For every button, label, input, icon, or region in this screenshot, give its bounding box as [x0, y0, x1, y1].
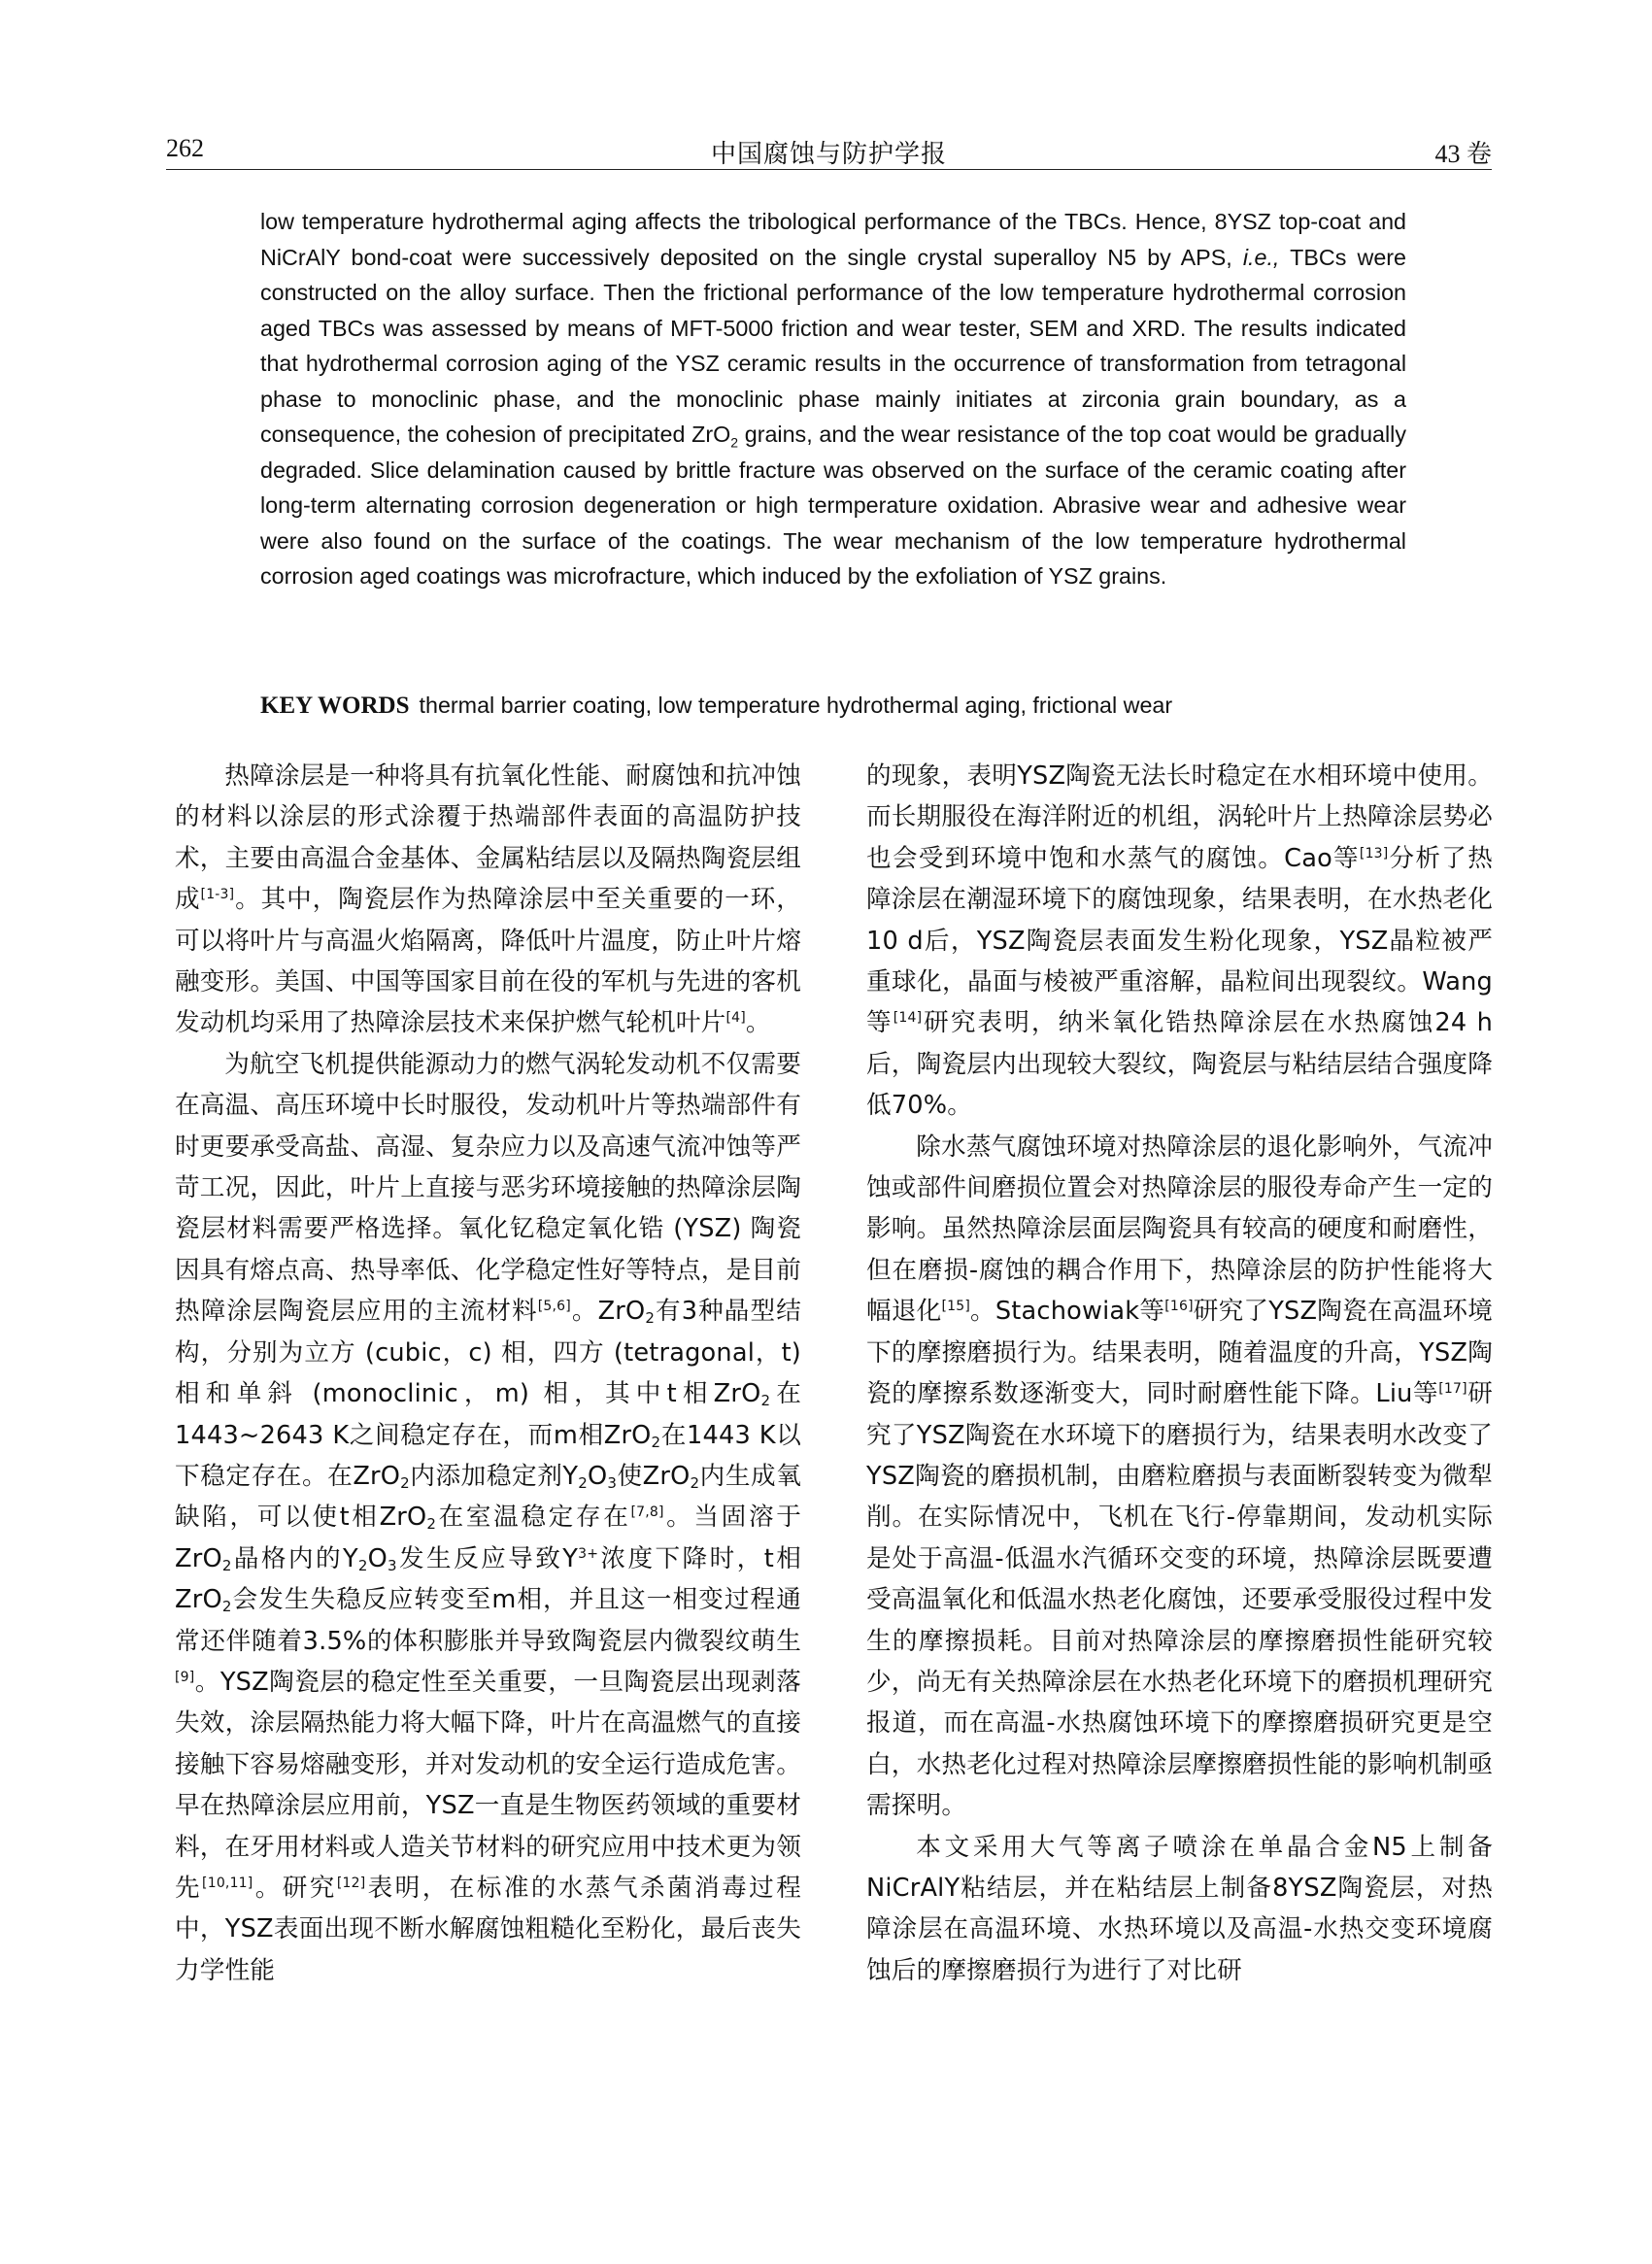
paragraph: 热障涂层是一种将具有抗氧化性能、耐腐蚀和抗冲蚀的材料以涂层的形式涂覆于热端部件表面的高温防护技术，主要由高温合金基体、金属粘结层以及隔热陶瓷层组成[1-3]。其中，陶瓷层作为热障涂层中至关重要的一环，可以将叶片与高温火焰隔离，降低叶片温度，防止叶片熔融变形。美国、中国等国家目前在役的军机与先进的客机发动机均采用了热障涂层技术来保护燃气轮机叶片[4]。 [175, 761, 801, 1038]
volume-number: 43 卷 [1434, 140, 1492, 168]
paragraph: 本文采用大气等离子喷涂在单晶合金N5上制备NiCrAlY粘结层，并在粘结层上制备8YSZ陶瓷层，对热障涂层在高温环境、水热环境以及高温-水热交变环境腐蚀后的摩擦磨损行为进行了对比研 [866, 1832, 1493, 1985]
paragraph: 的现象，表明YSZ陶瓷无法长时稳定在水相环境中使用。而长期服役在海洋附近的机组，涡轮叶片上热障涂层势必也会受到环境中饱和水蒸气的腐蚀。Cao等[13]分析了热障涂层在潮湿环境下的腐蚀现象，结果表明，在水热老化10 d后，YSZ陶瓷层表面发生粉化现象，YSZ晶粒被严重球化，晶面与棱被严重溶解，晶粒间出现裂纹。Wang等[14]研究表明，纳米氧化锆热障涂层在水热腐蚀24 h后，陶瓷层内出现较大裂纹，陶瓷层与粘结层结合强度降低70%。 [866, 761, 1493, 1121]
page-header [166, 126, 1492, 170]
keywords-line [260, 688, 1406, 724]
journal-title: 中国腐蚀与防护学报 [710, 140, 947, 168]
keywords-label: KEY WORDS [260, 693, 410, 719]
keywords-text: thermal barrier coating, low temperature hydrothermal aging, frictional wear [419, 693, 1173, 718]
paragraph: 除水蒸气腐蚀环境对热障涂层的退化影响外，气流冲蚀或部件间磨损位置会对热障涂层的服役寿命产生一定的影响。虽然热障涂层面层陶瓷具有较高的硬度和耐磨性，但在磨损-腐蚀的耦合作用下，热障涂层的防护性能将大幅退化[15]。Stachowiak等[16]研究了YSZ陶瓷在高温环境下的摩擦磨损行为。结果表明，随着温度的升高，YSZ陶瓷的摩擦系数逐渐变大，同时耐磨性能下降。Liu等[17]研究了YSZ陶瓷在水环境下的磨损行为，结果表明水改变了YSZ陶瓷的磨损机制，由磨粒磨损与表面断裂转变为微犁削。在实际情况中，飞机在飞行-停靠期间，发动机实际是处于高温-低温水汽循环交变的环境，热障涂层既要遭受高温氧化和低温水热老化腐蚀，还要承受服役过程中发生的摩擦损耗。目前对热障涂层的摩擦磨损性能研究较少，尚无有关热障涂层在水热老化环境下的磨损机理研究报道，而在高温-水热腐蚀环境下的摩擦磨损研究更是空白，水热老化过程对热障涂层摩擦磨损性能的影响机制亟需探明。 [866, 1132, 1493, 1821]
paragraph: 为航空飞机提供能源动力的燃气涡轮发动机不仅需要在高温、高压环境中长时服役，发动机叶片等热端部件有时更要承受高盐、高湿、复杂应力以及高速气流冲蚀等严苛工况，因此，叶片上直接与恶劣环境接触的热障涂层陶瓷层材料需要严格选择。氧化钇稳定氧化锆 (YSZ) 陶瓷因具有熔点高、热导率低、化学稳定性好等特点，是目前热障涂层陶瓷层应用的主流材料[5,6]。ZrO$_2$有3种晶型结构，分别为立方 (cubic，c) 相，四方 (tetragonal，t) 相和单斜 (monoclinic，m) 相，其中t相ZrO$_2$在1443~2643 K之间稳定存在，而m相ZrO$_2$在1443 K以下稳定存在。在ZrO$_2$内添加稳定剂$Y_2O_3$使ZrO$_2$内生成氧缺陷，可以使t相ZrO$_2$在室温稳定存在[7,8]。当固溶于ZrO$_2$晶格内的$Y_2O_3$发生反应导致$Y^{3+}$浓度下降时，t相ZrO$_2$会发生失稳反应转变至m相，并且这一相变过程通常还伴随着3.5%的体积膨胀并导致陶瓷层内微裂纹萌生[9]。YSZ陶瓷层的稳定性至关重要，一旦陶瓷层出现剥落失效，涂层隔热能力将大幅下降，叶片在高温燃气的直接接触下容易熔融变形，并对发动机的安全运行造成危害。早在热障涂层应用前，YSZ一直是生物医药领域的重要材料，在牙用材料或人造关节材料的研究应用中技术更为领先[10,11]。研究[12]表明，在标准的水蒸气杀菌消毒过程中，YSZ表面出现不断水解腐蚀粗糙化至粉化，最后丧失力学性能 [175, 1049, 802, 1985]
english-abstract: low temperature hydrothermal aging affects the tribological performance of the TBCs. Hence, 8YSZ top-coat and NiCrAlY bond-coat were successively deposited on the single crystal superalloy N5 by APS, i.e., TBCs were constructed on the alloy surface. Then the frictional performance of the low temperature hydrothermal corrosion aged TBCs was assessed by means of MFT-5000 friction and wear tester, SEM and XRD. The results indicated that hydrothermal corrosion aging of the YSZ ceramic results in the occurrence of transformation from tetragonal phase to monoclinic phase, and the monoclinic phase mainly initiates at zirconia grain boundary, as a consequence, the cohesion of precipitated ZrO$_2$ grains, and the wear resistance of the top coat would be gradually degraded. Slice delamination caused by brittle fracture was observed on the surface of the ceramic coating after long-term alternating corrosion degeneration or high termperature oxidation. Abrasive wear and adhesive wear were also found on the surface of the coatings. The wear mechanism of the low temperature hydrothermal corrosion aged coatings was microfracture, which induced by the exfoliation of YSZ grains. [260, 209, 1406, 589]
right-column [866, 756, 1493, 1991]
left-column [175, 756, 801, 1991]
page-number: 262 [166, 134, 204, 162]
